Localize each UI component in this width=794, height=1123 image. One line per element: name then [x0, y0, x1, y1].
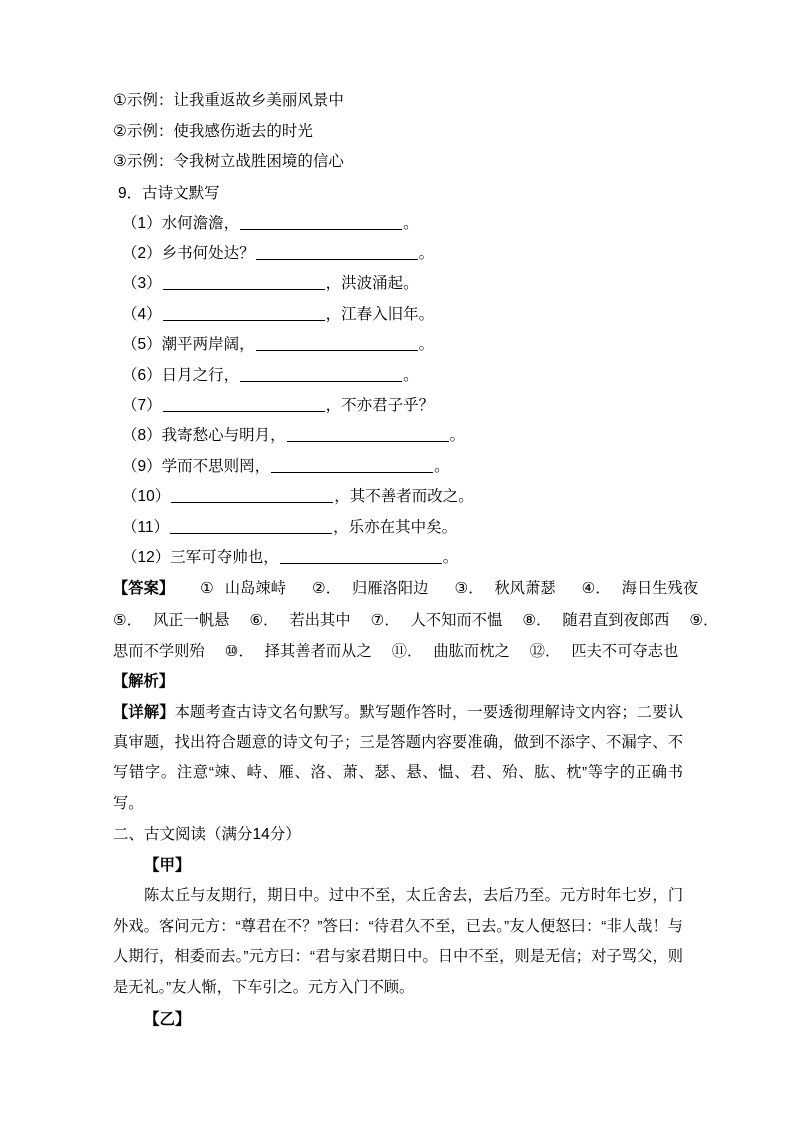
analysis-detail-label: 【详解】 — [113, 703, 175, 721]
blank-item-1 — [113, 209, 683, 239]
item-number: （8） — [122, 427, 162, 445]
answer-mark-3: ③． — [454, 579, 484, 598]
item-before: 三军可夺帅也， — [170, 548, 279, 566]
item-number: （10） — [122, 488, 171, 506]
answer-line-2 — [113, 605, 719, 636]
answer-mark-7: ⑦． — [370, 610, 400, 629]
blank-item-12 — [113, 543, 683, 573]
item-number: （1） — [122, 214, 162, 232]
analysis-label-line — [113, 667, 683, 697]
item-number: （7） — [122, 396, 162, 414]
answer-blank[interactable] — [163, 396, 325, 412]
item-number: （9） — [122, 457, 162, 475]
item-after: 。 — [449, 427, 466, 445]
answer-mark-11: ⑪． — [391, 641, 423, 660]
answer-mark-12: ⑫． — [529, 641, 561, 660]
item-number: （5） — [122, 336, 162, 354]
item-number: （2） — [122, 244, 162, 262]
item-after: 。 — [418, 336, 435, 354]
document-content — [113, 86, 719, 1035]
answer-mark-1: ① — [200, 579, 214, 598]
answer-blank[interactable] — [170, 518, 332, 534]
answer-text-1: 山岛竦峙 — [224, 580, 287, 598]
answer-text-5: 风正一帆悬 — [153, 611, 230, 629]
blank-item-2 — [113, 239, 683, 269]
item-number: （4） — [122, 305, 162, 323]
item-before: 我寄愁心与明月， — [161, 427, 286, 445]
item-after: ，其不善者而改之。 — [334, 488, 474, 506]
answer-blank[interactable] — [256, 244, 418, 260]
blank-item-9 — [113, 452, 683, 482]
answer-line-3 — [113, 636, 683, 667]
analysis-detail — [113, 698, 683, 820]
item-number: （11） — [122, 518, 170, 536]
blank-item-6 — [113, 361, 683, 391]
blank-item-7 — [113, 391, 683, 421]
answer-blank[interactable] — [163, 305, 325, 321]
answer-text-3: 秋风萧瑟 — [494, 580, 556, 598]
answer-label: 【答案】 — [113, 580, 175, 598]
item-number: （3） — [122, 275, 162, 293]
item-number: （6） — [122, 366, 162, 384]
answer-text-7: 人不知而不愠 — [410, 611, 503, 629]
answer-text-9: 思而不学则殆 — [113, 642, 205, 660]
answer-mark-10: ⑩． — [224, 641, 254, 660]
answer-text-4: 海日生残夜 — [621, 580, 699, 598]
item-after: 。 — [418, 244, 435, 262]
answer-text-6: 若出其中 — [289, 611, 351, 629]
analysis-detail-text: 本题考查古诗文名句默写。默写题作答时，一要透彻理解诗文内容；二要认真审题，找出符合题意的诗文句子；三是答题内容要准确，做到不添字、不漏字、不写错字。注意“竦、峙、雁、洛、萧、瑟、悬、愠、君、殆、肱、枕”等字的正确书写。 — [113, 703, 683, 812]
item-number: （12） — [122, 548, 171, 566]
item-after: 。 — [403, 366, 419, 384]
item-after: 。 — [434, 457, 450, 475]
answer-blank[interactable] — [163, 274, 325, 290]
answer-text-11: 曲肱而枕之 — [433, 642, 510, 660]
analysis-label: 【解析】 — [113, 673, 174, 691]
label-yi: 【乙】 — [144, 1010, 191, 1028]
answer-blank[interactable] — [271, 457, 433, 473]
question-heading: 9．古诗文默写 — [118, 184, 220, 202]
item-after: ，乐亦在其中矣。 — [333, 518, 458, 536]
item-after: ，江春入旧年。 — [325, 305, 435, 323]
answer-mark-6: ⑥． — [249, 610, 279, 629]
answer-blank[interactable] — [256, 335, 418, 351]
answer-mark-8: ⑧． — [522, 610, 552, 629]
item-after: 。 — [403, 214, 419, 232]
passage-jia: 陈太丘与友期行，期日中。过中不至，太丘舍去，去后乃至。元方时年七岁，门外戏。客问元方：“尊君在不？”答曰：“待君久不至，已去。”友人便怒曰：“非人哉！与人期行，相委而去。”元方曰：“君与家君期日中。日中不至，则是无信；对子骂父，则是无礼。”友人惭，下车引之。元方入门不顾。 — [113, 887, 683, 997]
answer-blank[interactable] — [287, 426, 449, 442]
answer-blank[interactable] — [240, 214, 402, 230]
answer-text-2: 归雁洛阳边 — [352, 580, 429, 598]
blank-item-4 — [113, 300, 683, 330]
answer-text-10: 择其善者而从之 — [264, 642, 372, 660]
item-before: 水何澹澹， — [161, 214, 240, 232]
item-after: ，不亦君子乎？ — [325, 396, 435, 414]
answer-line-1 — [113, 573, 699, 604]
item-after: 。 — [442, 548, 459, 566]
blank-item-11 — [113, 513, 683, 543]
answer-text-8: 随君直到夜郎西 — [562, 611, 670, 629]
example-line-1: ①示例：让我重返故乡美丽风景中 — [113, 92, 344, 109]
label-jia: 【甲】 — [144, 857, 191, 875]
answer-mark-9: ⑨． — [689, 610, 719, 629]
answer-blank[interactable] — [280, 548, 442, 564]
answer-blank[interactable] — [171, 487, 333, 503]
item-before: 乡书何处达？ — [161, 244, 255, 262]
answer-mark-5: ⑤． — [113, 610, 143, 629]
answer-mark-4: ④． — [581, 579, 611, 598]
answer-mark-2: ②． — [312, 579, 342, 598]
item-before: 日月之行， — [161, 366, 240, 384]
answer-blank[interactable] — [240, 366, 402, 382]
blank-item-5 — [113, 330, 683, 360]
blank-item-10 — [113, 482, 683, 512]
section2-heading: 二、古文阅读（满分14分） — [113, 826, 301, 844]
item-before: 潮平两岸阔， — [161, 336, 255, 354]
answer-text-12: 匹夫不可夺志也 — [571, 642, 679, 660]
answer-block — [113, 573, 719, 667]
blank-item-3 — [113, 269, 683, 299]
item-before: 学而不思则罔， — [161, 457, 271, 475]
blank-item-8 — [113, 421, 683, 451]
item-after: ，洪波涌起。 — [325, 275, 419, 293]
example-line-2: ②示例：使我感伤逝去的时光 — [113, 122, 313, 140]
example-line-3: ③示例：令我树立战胜困境的信心 — [113, 153, 344, 170]
